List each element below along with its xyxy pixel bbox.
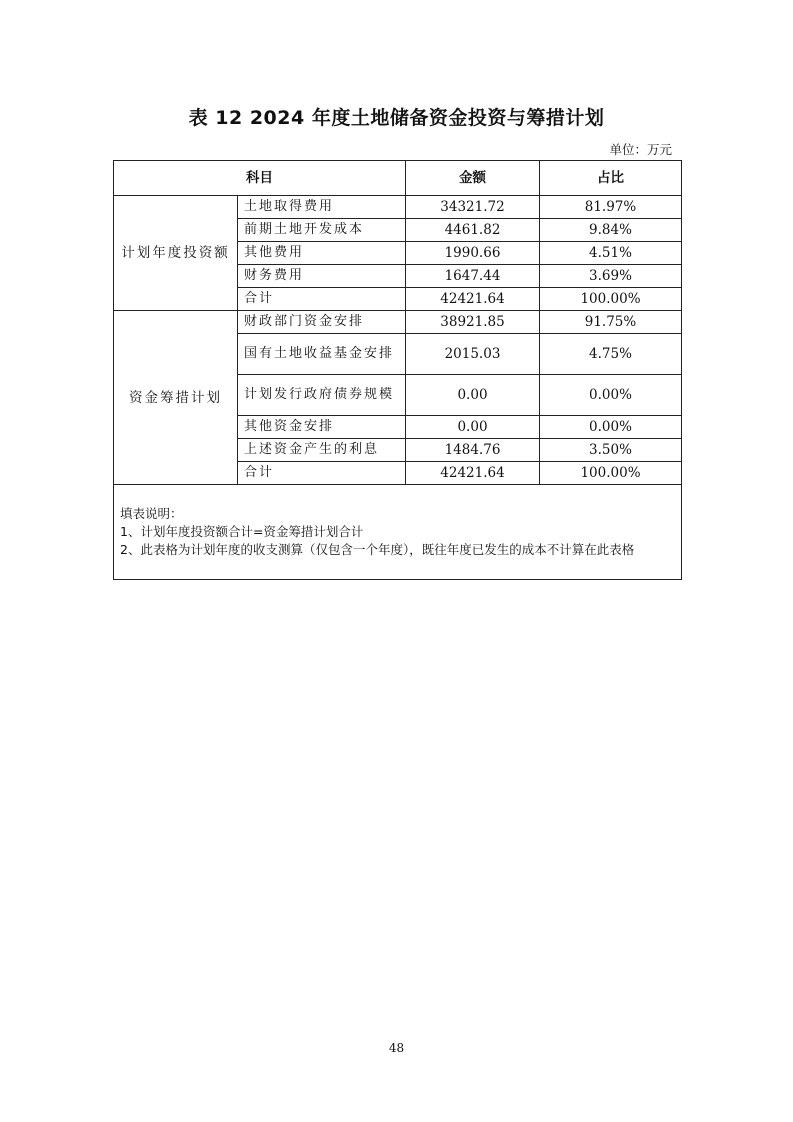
header-subject: 科目 [114,161,406,196]
group-label-investment: 计划年度投资额 [114,196,238,311]
row-share: 9.84% [540,219,682,242]
row-amount: 34321.72 [406,196,540,219]
row-item: 上述资金产生的利息 [238,439,406,462]
row-amount: 0.00 [406,375,540,416]
row-item: 计划发行政府债券规模 [238,375,406,416]
row-item: 前期土地开发成本 [238,219,406,242]
row-amount: 1647.44 [406,265,540,288]
row-item: 国有土地收益基金安排 [238,334,406,375]
notes-row [114,485,682,580]
budget-table [113,160,682,580]
page-title: 表 12 2024 年度土地储备资金投资与筹措计划 [188,107,605,129]
row-share: 3.50% [540,439,682,462]
row-share: 4.75% [540,334,682,375]
row-item: 其他资金安排 [238,416,406,439]
row-amount: 4461.82 [406,219,540,242]
row-item: 其他费用 [238,242,406,265]
notes-heading: 填表说明： [120,506,183,521]
group-label-funding: 资金筹措计划 [114,311,238,485]
row-item: 财务费用 [238,265,406,288]
row-amount: 1990.66 [406,242,540,265]
row-amount: 2015.03 [406,334,540,375]
page-number: 48 [388,1041,405,1055]
row-share: 3.69% [540,265,682,288]
row-item: 土地取得费用 [238,196,406,219]
table-row [114,196,682,219]
row-amount: 1484.76 [406,439,540,462]
row-share: 0.00% [540,416,682,439]
notes-cell [114,485,682,580]
table-header-row [114,161,682,196]
note-line: 1、计划年度投资额合计=资金筹措计划合计 [120,524,364,539]
row-share: 4.51% [540,242,682,265]
row-amount: 0.00 [406,416,540,439]
unit-label: 单位：万元 [609,142,672,157]
row-amount: 42421.64 [406,462,540,485]
row-share: 100.00% [540,288,682,311]
row-item: 合计 [238,288,406,311]
row-item: 财政部门资金安排 [238,311,406,334]
row-share: 0.00% [540,375,682,416]
row-amount: 42421.64 [406,288,540,311]
row-share: 100.00% [540,462,682,485]
row-share: 81.97% [540,196,682,219]
header-amount: 金额 [406,161,540,196]
header-share: 占比 [540,161,682,196]
row-share: 91.75% [540,311,682,334]
table-row [114,311,682,334]
note-line: 2、此表格为计划年度的收支测算（仅包含一个年度），既往年度已发生的成本不计算在此表格 [120,542,635,557]
row-amount: 38921.85 [406,311,540,334]
row-item: 合计 [238,462,406,485]
